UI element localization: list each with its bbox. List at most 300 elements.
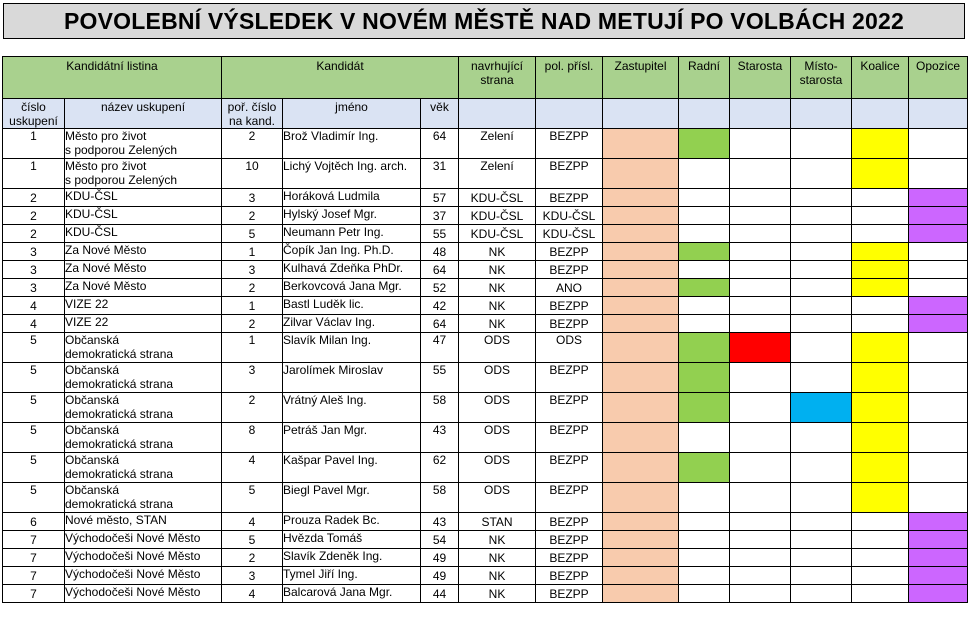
cell-mistostarosta [791,585,852,603]
cell-por-cislo: 2 [222,129,283,159]
cell-starosta [730,513,791,531]
cell-nazev-line: KDU-ČSL [65,189,118,203]
table-row [3,567,968,585]
cell-vek: 64 [421,129,459,159]
cell-zastupitel [603,549,679,567]
cell-nazev-uskupeni [65,567,222,585]
cell-koalice [852,225,909,243]
cell-opozice [909,243,968,261]
cell-por-cislo: 2 [222,393,283,423]
cell-opozice [909,129,968,159]
cell-starosta [730,483,791,513]
cell-zastupitel [603,225,679,243]
cell-cislo-uskupeni: 3 [3,243,65,261]
cell-starosta [730,159,791,189]
cell-zastupitel [603,315,679,333]
table-row [3,129,968,159]
cell-cislo-uskupeni: 3 [3,279,65,297]
table-row [3,393,968,423]
cell-navrhujici-strana: Zelení [459,129,536,159]
subheader-empty [852,99,909,129]
cell-pol-prisl: BEZPP [536,297,603,315]
cell-nazev-line: Za Nové Město [65,261,147,275]
cell-opozice [909,423,968,453]
header-kandidat: Kandidát [222,57,459,99]
table-row [3,279,968,297]
cell-jmeno: Zilvar Václav Ing. [283,315,421,333]
header-row-sub [3,99,968,129]
cell-vek: 43 [421,513,459,531]
cell-nazev-line: VIZE 22 [65,315,109,329]
header-kandidatni-listina: Kandidátní listina [3,57,222,99]
cell-jmeno: Hvězda Tomáš [283,531,421,549]
subheader-empty [679,99,730,129]
cell-navrhujici-strana: KDU-ČSL [459,225,536,243]
cell-por-cislo: 3 [222,261,283,279]
cell-jmeno: Slavík Milan Ing. [283,333,421,363]
cell-opozice [909,189,968,207]
cell-nazev-line: Občanská [65,483,120,497]
cell-opozice [909,585,968,603]
subheader-empty [459,99,536,129]
cell-koalice [852,453,909,483]
cell-cislo-uskupeni: 5 [3,423,65,453]
cell-vek: 64 [421,315,459,333]
cell-cislo-uskupeni: 4 [3,315,65,333]
cell-koalice [852,159,909,189]
cell-jmeno: Bastl Luděk lic. [283,297,421,315]
cell-radni [679,483,730,513]
cell-mistostarosta [791,549,852,567]
cell-pol-prisl: BEZPP [536,483,603,513]
cell-zastupitel [603,129,679,159]
cell-mistostarosta [791,261,852,279]
cell-zastupitel [603,333,679,363]
cell-pol-prisl: ODS [536,333,603,363]
cell-zastupitel [603,189,679,207]
cell-koalice [852,207,909,225]
cell-jmeno: Tymel Jiří Ing. [283,567,421,585]
cell-nazev-line: Východočeši Nové Město [65,531,201,545]
cell-nazev-line: Občanská [65,453,120,467]
cell-nazev-line: KDU-ČSL [65,207,118,221]
cell-starosta [730,453,791,483]
cell-zastupitel [603,297,679,315]
cell-jmeno: Prouza Radek Bc. [283,513,421,531]
cell-radni [679,189,730,207]
cell-nazev-uskupeni [65,393,222,423]
cell-koalice [852,423,909,453]
cell-por-cislo: 1 [222,333,283,363]
cell-koalice [852,129,909,159]
cell-opozice [909,567,968,585]
cell-radni [679,261,730,279]
cell-vek: 37 [421,207,459,225]
cell-mistostarosta [791,423,852,453]
cell-cislo-uskupeni: 7 [3,549,65,567]
cell-por-cislo: 5 [222,225,283,243]
cell-pol-prisl: BEZPP [536,189,603,207]
table-row [3,243,968,261]
cell-navrhujici-strana: NK [459,243,536,261]
page-title: POVOLEBNÍ VÝSLEDEK V NOVÉM MĚSTĚ NAD METUJÍ PO VOLBÁCH 2022 [3,3,965,39]
cell-por-cislo: 3 [222,189,283,207]
cell-opozice [909,453,968,483]
cell-nazev-line: Občanská [65,333,120,347]
cell-jmeno: Balcarová Jana Mgr. [283,585,421,603]
cell-opozice [909,549,968,567]
cell-nazev-uskupeni [65,189,222,207]
cell-nazev-uskupeni [65,261,222,279]
cell-por-cislo: 10 [222,159,283,189]
table-row [3,315,968,333]
cell-nazev-line: Za Nové Město [65,279,147,293]
cell-nazev-line: Za Nové Město [65,243,147,257]
subheader-empty [909,99,968,129]
cell-starosta [730,531,791,549]
cell-starosta [730,261,791,279]
cell-navrhujici-strana: NK [459,279,536,297]
cell-mistostarosta [791,483,852,513]
cell-radni [679,297,730,315]
cell-jmeno: Kulhavá Zdeňka PhDr. [283,261,421,279]
cell-cislo-uskupeni: 7 [3,585,65,603]
cell-radni [679,513,730,531]
cell-radni [679,279,730,297]
cell-navrhujici-strana: NK [459,549,536,567]
cell-por-cislo: 4 [222,585,283,603]
cell-cislo-uskupeni: 5 [3,393,65,423]
subheader-por-cislo: poř. číslo na kand. [222,99,283,129]
cell-navrhujici-strana: NK [459,531,536,549]
subheader-empty [536,99,603,129]
cell-opozice [909,261,968,279]
cell-pol-prisl: BEZPP [536,567,603,585]
cell-radni [679,393,730,423]
cell-nazev-uskupeni [65,243,222,261]
cell-nazev-line: Nové město, STAN [65,513,167,527]
cell-navrhujici-strana: ODS [459,393,536,423]
cell-starosta [730,549,791,567]
cell-starosta [730,585,791,603]
cell-por-cislo: 2 [222,549,283,567]
cell-vek: 43 [421,423,459,453]
cell-jmeno: Vrátný Aleš Ing. [283,393,421,423]
cell-cislo-uskupeni: 6 [3,513,65,531]
cell-por-cislo: 2 [222,279,283,297]
table-row [3,207,968,225]
table-row [3,483,968,513]
cell-mistostarosta [791,315,852,333]
cell-por-cislo: 3 [222,567,283,585]
cell-pol-prisl: BEZPP [536,531,603,549]
cell-jmeno: Hylský Josef Mgr. [283,207,421,225]
cell-nazev-uskupeni [65,315,222,333]
table-row [3,159,968,189]
cell-koalice [852,333,909,363]
cell-zastupitel [603,363,679,393]
cell-starosta [730,207,791,225]
cell-por-cislo: 5 [222,531,283,549]
cell-koalice [852,261,909,279]
cell-radni [679,531,730,549]
cell-nazev-line: Město pro život [65,159,147,173]
cell-por-cislo: 1 [222,243,283,261]
table-row [3,423,968,453]
cell-vek: 64 [421,261,459,279]
cell-opozice [909,333,968,363]
cell-cislo-uskupeni: 7 [3,531,65,549]
cell-por-cislo: 1 [222,297,283,315]
subheader-cislo-uskupeni: číslo uskupení [3,99,65,129]
cell-pol-prisl: BEZPP [536,453,603,483]
cell-starosta [730,315,791,333]
cell-navrhujici-strana: NK [459,585,536,603]
cell-starosta [730,279,791,297]
cell-mistostarosta [791,333,852,363]
cell-pol-prisl: ANO [536,279,603,297]
cell-radni [679,315,730,333]
cell-navrhujici-strana: ODS [459,483,536,513]
cell-vek: 55 [421,363,459,393]
cell-zastupitel [603,279,679,297]
cell-nazev-line: VIZE 22 [65,297,109,311]
subheader-vek: věk [421,99,459,129]
cell-zastupitel [603,531,679,549]
cell-jmeno: Jarolímek Miroslav [283,363,421,393]
cell-koalice [852,315,909,333]
cell-pol-prisl: BEZPP [536,261,603,279]
cell-radni [679,333,730,363]
cell-radni [679,129,730,159]
cell-nazev-uskupeni [65,159,222,189]
cell-mistostarosta [791,393,852,423]
cell-vek: 49 [421,549,459,567]
cell-vek: 42 [421,297,459,315]
cell-cislo-uskupeni: 2 [3,225,65,243]
cell-nazev-uskupeni [65,363,222,393]
cell-koalice [852,567,909,585]
cell-mistostarosta [791,159,852,189]
cell-nazev-uskupeni [65,423,222,453]
cell-nazev-uskupeni [65,225,222,243]
cell-starosta [730,567,791,585]
cell-por-cislo: 4 [222,513,283,531]
cell-navrhujici-strana: ODS [459,363,536,393]
cell-radni [679,423,730,453]
cell-nazev-uskupeni [65,333,222,363]
cell-starosta [730,393,791,423]
cell-radni [679,243,730,261]
cell-zastupitel [603,483,679,513]
cell-nazev-uskupeni [65,549,222,567]
cell-por-cislo: 2 [222,207,283,225]
cell-cislo-uskupeni: 2 [3,207,65,225]
table-row [3,225,968,243]
cell-koalice [852,483,909,513]
cell-por-cislo: 5 [222,483,283,513]
cell-koalice [852,585,909,603]
cell-pol-prisl: BEZPP [536,549,603,567]
cell-nazev-uskupeni [65,585,222,603]
results-table [2,56,968,603]
cell-starosta [730,363,791,393]
cell-zastupitel [603,207,679,225]
table-row [3,453,968,483]
cell-jmeno: Lichý Vojtěch Ing. arch. [283,159,421,189]
cell-pol-prisl: BEZPP [536,393,603,423]
cell-vek: 57 [421,189,459,207]
cell-mistostarosta [791,513,852,531]
table-row [3,189,968,207]
cell-nazev-line: Město pro život [65,129,147,143]
subheader-empty [791,99,852,129]
cell-mistostarosta [791,453,852,483]
cell-pol-prisl: KDU-ČSL [536,225,603,243]
header-zastupitel: Zastupitel [603,57,679,99]
cell-vek: 49 [421,567,459,585]
cell-zastupitel [603,423,679,453]
cell-navrhujici-strana: ODS [459,453,536,483]
cell-nazev-line: Východočeši Nové Město [65,549,201,563]
cell-zastupitel [603,567,679,585]
cell-jmeno: Petráš Jan Mgr. [283,423,421,453]
cell-cislo-uskupeni: 3 [3,261,65,279]
header-starosta: Starosta [730,57,791,99]
cell-cislo-uskupeni: 1 [3,129,65,159]
cell-mistostarosta [791,363,852,393]
cell-pol-prisl: BEZPP [536,243,603,261]
cell-vek: 52 [421,279,459,297]
cell-mistostarosta [791,297,852,315]
cell-navrhujici-strana: NK [459,567,536,585]
cell-koalice [852,297,909,315]
cell-jmeno: Horáková Ludmila [283,189,421,207]
cell-koalice [852,549,909,567]
cell-starosta [730,243,791,261]
cell-nazev-line: demokratická strana [65,407,174,421]
cell-mistostarosta [791,243,852,261]
cell-zastupitel [603,243,679,261]
cell-nazev-line: Občanská [65,363,120,377]
cell-nazev-line: s podporou Zelených [65,143,178,157]
cell-pol-prisl: KDU-ČSL [536,207,603,225]
cell-starosta [730,423,791,453]
cell-jmeno: Berkovcová Jana Mgr. [283,279,421,297]
cell-zastupitel [603,159,679,189]
table-row [3,513,968,531]
header-mistostarosta: Místo-starosta [791,57,852,99]
cell-starosta [730,189,791,207]
cell-nazev-uskupeni [65,129,222,159]
cell-vek: 55 [421,225,459,243]
cell-navrhujici-strana: NK [459,315,536,333]
cell-nazev-uskupeni [65,279,222,297]
table-row [3,363,968,393]
header-navrhujici-strana: navrhující strana [459,57,536,99]
table-row [3,297,968,315]
cell-jmeno: Slavík Zdeněk Ing. [283,549,421,567]
cell-vek: 58 [421,483,459,513]
cell-zastupitel [603,453,679,483]
cell-navrhujici-strana: NK [459,261,536,279]
cell-nazev-line: demokratická strana [65,467,174,481]
cell-vek: 58 [421,393,459,423]
header-row-groups [3,57,968,99]
cell-pol-prisl: BEZPP [536,315,603,333]
cell-zastupitel [603,513,679,531]
cell-mistostarosta [791,279,852,297]
cell-cislo-uskupeni: 5 [3,483,65,513]
cell-opozice [909,363,968,393]
cell-opozice [909,393,968,423]
cell-cislo-uskupeni: 4 [3,297,65,315]
cell-navrhujici-strana: KDU-ČSL [459,189,536,207]
cell-opozice [909,483,968,513]
cell-navrhujici-strana: NK [459,297,536,315]
cell-koalice [852,393,909,423]
cell-vek: 44 [421,585,459,603]
subheader-nazev-uskupeni: název uskupení [65,99,222,129]
cell-zastupitel [603,261,679,279]
cell-navrhujici-strana: ODS [459,423,536,453]
cell-vek: 48 [421,243,459,261]
cell-nazev-uskupeni [65,297,222,315]
cell-koalice [852,279,909,297]
cell-nazev-line: s podporou Zelených [65,173,178,187]
cell-radni [679,585,730,603]
cell-opozice [909,297,968,315]
cell-opozice [909,513,968,531]
cell-cislo-uskupeni: 5 [3,363,65,393]
table-row [3,585,968,603]
cell-koalice [852,189,909,207]
cell-vek: 47 [421,333,459,363]
cell-vek: 31 [421,159,459,189]
cell-mistostarosta [791,207,852,225]
cell-jmeno: Neumann Petr Ing. [283,225,421,243]
cell-cislo-uskupeni: 2 [3,189,65,207]
cell-koalice [852,531,909,549]
cell-radni [679,207,730,225]
cell-pol-prisl: BEZPP [536,585,603,603]
cell-jmeno: Kašpar Pavel Ing. [283,453,421,483]
cell-nazev-line: Občanská [65,393,120,407]
cell-cislo-uskupeni: 1 [3,159,65,189]
subheader-jmeno: jméno [283,99,421,129]
cell-koalice [852,513,909,531]
cell-opozice [909,159,968,189]
cell-pol-prisl: BEZPP [536,363,603,393]
cell-opozice [909,279,968,297]
table-row [3,261,968,279]
cell-navrhujici-strana: ODS [459,333,536,363]
cell-nazev-uskupeni [65,453,222,483]
cell-cislo-uskupeni: 5 [3,453,65,483]
cell-vek: 62 [421,453,459,483]
header-opozice: Opozice [909,57,968,99]
cell-radni [679,225,730,243]
cell-navrhujici-strana: KDU-ČSL [459,207,536,225]
header-radni: Radní [679,57,730,99]
cell-por-cislo: 2 [222,315,283,333]
cell-pol-prisl: BEZPP [536,423,603,453]
cell-opozice [909,207,968,225]
cell-mistostarosta [791,189,852,207]
subheader-empty [603,99,679,129]
cell-nazev-line: KDU-ČSL [65,225,118,239]
cell-opozice [909,225,968,243]
